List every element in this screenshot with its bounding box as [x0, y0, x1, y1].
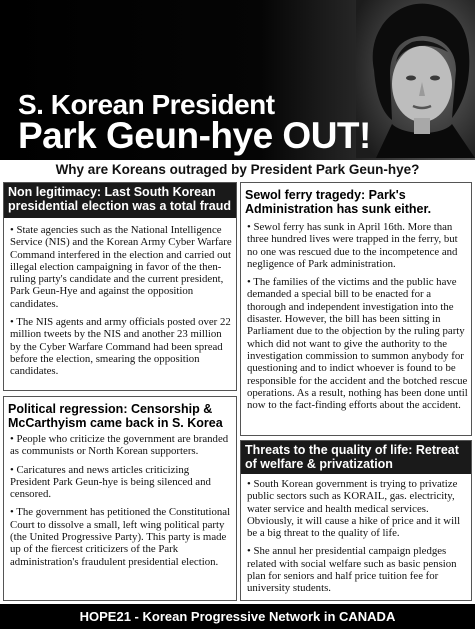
section-title: Non legitimacy: Last South Korean presidential election was a total fraud [4, 183, 236, 218]
footer-organization: HOPE21 - Korean Progressive Network in CANADA [0, 604, 475, 629]
paragraph: • The families of the victims and the public have demanded a special bill to be enacted for a thorough and independent investigation into the disaster. However, the bill has been sitting in Parliament due to the objection by the ruling party which did not want to give the authority to the investigation commission to summon anybody for questioning and to indict whoever is found to be responsible for the accident and the botched rescue operations. As a result, nothing has been done until now to the fact-finding efforts about the accident. [247, 276, 468, 412]
headline-line-1: S. Korean President [18, 89, 275, 120]
section-body [10, 433, 232, 600]
portrait-photo [356, 0, 475, 158]
paragraph: • The government has petitioned the Constitutional Court to dissolve a small, left wing political party (the United Progressive Party). This party is made up of the fiercest criticizers of the Park administration's fraudulent presidential election. [10, 506, 231, 568]
paragraph: • State agencies such as the National Intelligence Service (NIS) and the Korean Army Cyber Warfare Command interfered in the election and carried out illegal election campaigning in favor of the then-ruling party's candidate and the current president, Park Geun-Hye and against the opposition candidates. [10, 224, 232, 310]
section-body [10, 224, 232, 390]
subtitle-question: Why are Koreans outraged by President Park Geun-hye? [55, 162, 420, 177]
section-political-regression [3, 396, 237, 601]
paragraph: • Caricatures and news articles criticizing President Park Geun-hye is being silenced and censored. [10, 463, 211, 501]
section-title: Threats to the quality of life: Retreat of welfare & privatization [241, 441, 471, 474]
section-body [247, 478, 469, 600]
paragraph: • The NIS agents and army officials posted over 22 million tweets by the NIS and another 23 million by the Cyber Warfare Command had been spread before the election, smearing the opposition candidates. [10, 316, 231, 378]
headline-banner [0, 0, 475, 160]
section-title: Political regression: Censorship & McCarthyism came back in S. Korea [8, 402, 223, 430]
section-body [247, 221, 469, 435]
section-title: Sewol ferry tragedy: Park's Administration has sunk either. [245, 188, 432, 216]
section-non-legitimacy [3, 182, 237, 391]
paragraph: • Sewol ferry has sunk in April 16th. More than three hundred lives were trapped in the ferry, but no one was rescued due to the incompetence and negligence of Park administration. [247, 221, 458, 270]
section-sewol-ferry [240, 182, 472, 436]
section-quality-of-life [240, 440, 472, 601]
headline-line-2: Park Geun-hye OUT! [18, 115, 371, 156]
paragraph: • South Korean government is trying to privatize public sectors such as KORAIL, gas. electricity, water service and health medical services. Obviously, it will cause a hike of price and it will be a big threat to the quality of life. [247, 478, 461, 540]
paragraph: • People who criticize the government are branded as communists or North Korean supporters. [10, 433, 229, 458]
paragraph: • She annul her presidential campaign pledges related with social welfare such as basic pension plan for seniors and half price tuition fee for university students. [247, 545, 457, 595]
